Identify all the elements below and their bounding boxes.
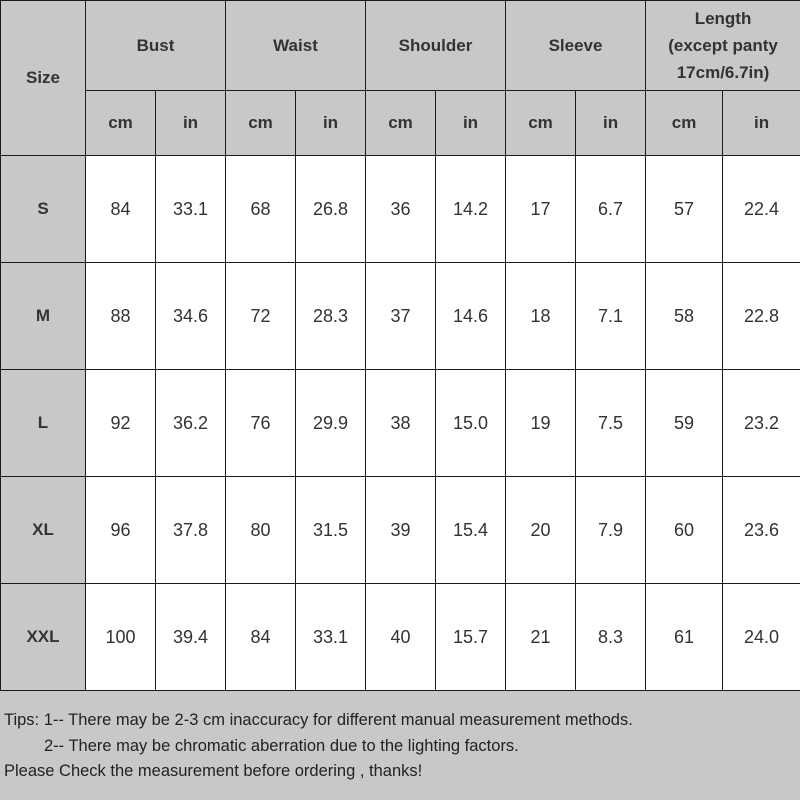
measurement-cell: 33.1 [156, 156, 226, 263]
measurement-cell: 18 [506, 263, 576, 370]
size-label: M [1, 263, 86, 370]
size-label: XXL [1, 584, 86, 691]
unit-header: in [436, 91, 506, 156]
measurement-cell: 88 [86, 263, 156, 370]
measurement-cell: 24.0 [723, 584, 800, 691]
header-row-groups [1, 1, 800, 91]
measurement-cell: 38 [366, 370, 436, 477]
measurement-cell: 33.1 [296, 584, 366, 691]
size-label: S [1, 156, 86, 263]
measurement-cell: 19 [506, 370, 576, 477]
measurement-cell: 22.4 [723, 156, 800, 263]
measurement-cell: 15.4 [436, 477, 506, 584]
measurement-cell: 92 [86, 370, 156, 477]
unit-header: cm [86, 91, 156, 156]
measurement-cell: 29.9 [296, 370, 366, 477]
measurement-cell: 8.3 [576, 584, 646, 691]
unit-header: in [296, 91, 366, 156]
size-column-header: Size [1, 1, 86, 156]
length-header-line-1: Length [694, 9, 752, 28]
measurement-cell: 80 [226, 477, 296, 584]
length-header-line-3: 17cm/6.7in) [676, 63, 770, 82]
measurement-cell: 15.7 [436, 584, 506, 691]
table-row [1, 370, 800, 477]
measurement-cell: 7.9 [576, 477, 646, 584]
measurement-cell: 23.2 [723, 370, 800, 477]
measurement-cell: 22.8 [723, 263, 800, 370]
length-header-line-2: (except panty [668, 36, 778, 55]
measurement-cell: 72 [226, 263, 296, 370]
measurement-cell: 84 [226, 584, 296, 691]
header-row-units [1, 91, 800, 156]
table-body [1, 156, 800, 691]
measurement-cell: 84 [86, 156, 156, 263]
sleeve-header: Sleeve [506, 1, 646, 91]
table-row [1, 477, 800, 584]
table-row [1, 156, 800, 263]
table-row [1, 584, 800, 691]
measurement-cell: 15.0 [436, 370, 506, 477]
measurement-cell: 96 [86, 477, 156, 584]
unit-header: cm [506, 91, 576, 156]
tip-line-1: Tips: 1-- There may be 2-3 cm inaccuracy for different manual measurement methods. [4, 711, 633, 729]
unit-header: in [576, 91, 646, 156]
measurement-cell: 21 [506, 584, 576, 691]
measurement-cell: 17 [506, 156, 576, 263]
unit-header: cm [226, 91, 296, 156]
measurement-cell: 68 [226, 156, 296, 263]
table-row [1, 263, 800, 370]
tip-line-2: 2-- There may be chromatic aberration due to the lighting factors. [44, 736, 519, 755]
measurement-cell: 37 [366, 263, 436, 370]
measurement-cell: 37.8 [156, 477, 226, 584]
measurement-cell: 100 [86, 584, 156, 691]
measurement-cell: 14.2 [436, 156, 506, 263]
measurement-cell: 58 [646, 263, 723, 370]
measurement-cell: 20 [506, 477, 576, 584]
measurement-cell: 57 [646, 156, 723, 263]
measurement-cell: 76 [226, 370, 296, 477]
measurement-cell: 23.6 [723, 477, 800, 584]
measurement-cell: 59 [646, 370, 723, 477]
measurement-cell: 28.3 [296, 263, 366, 370]
unit-header: cm [366, 91, 436, 156]
unit-header: cm [646, 91, 723, 156]
shoulder-header: Shoulder [366, 1, 506, 91]
size-label: L [1, 370, 86, 477]
measurement-cell: 34.6 [156, 263, 226, 370]
measurement-cell: 26.8 [296, 156, 366, 263]
tips-box [0, 690, 800, 800]
unit-header: in [723, 91, 800, 156]
measurement-cell: 7.5 [576, 370, 646, 477]
measurement-cell: 14.6 [436, 263, 506, 370]
measurement-cell: 6.7 [576, 156, 646, 263]
measurement-cell: 39 [366, 477, 436, 584]
measurement-cell: 61 [646, 584, 723, 691]
measurement-cell: 7.1 [576, 263, 646, 370]
bust-header: Bust [86, 1, 226, 91]
measurement-cell: 40 [366, 584, 436, 691]
waist-header: Waist [226, 1, 366, 91]
measurement-cell: 60 [646, 477, 723, 584]
measurement-cell: 36.2 [156, 370, 226, 477]
measurement-cell: 39.4 [156, 584, 226, 691]
measurement-cell: 36 [366, 156, 436, 263]
unit-header: in [156, 91, 226, 156]
tip-line-3: Please Check the measurement before ordering , thanks! [4, 762, 423, 780]
size-label: XL [1, 477, 86, 584]
length-header [646, 1, 800, 91]
measurement-cell: 31.5 [296, 477, 366, 584]
